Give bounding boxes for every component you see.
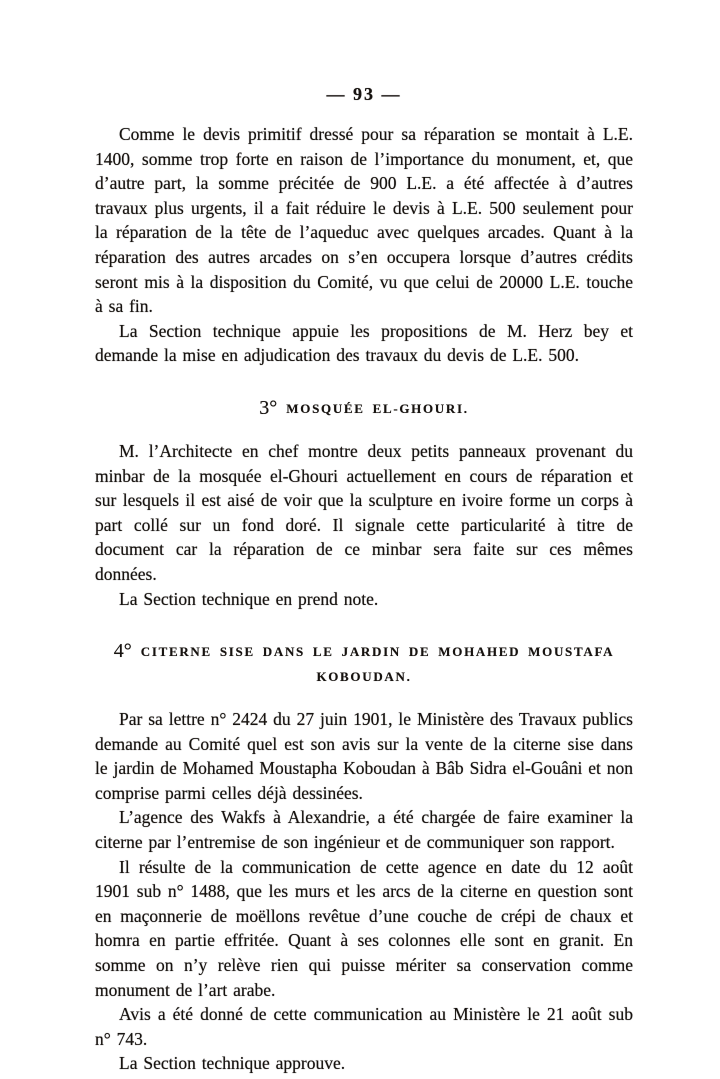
paragraph-architecte-panneaux: M. l’Architecte en chef montre deux petits panneaux provenant du minbar de la mosquée el-Ghouri actuellement en cours de réparation et sur lesquels il est aisé de voir que la sculpture en ivoire forme un corps à part collé sur un fond doré. Il signale cette particularité à titre de document car la réparation de ce minbar sera faite sur ces mêmes données. xyxy=(95,440,633,584)
section-heading-mosquee-el-ghouri xyxy=(95,395,633,420)
paragraph-section-technique-note: La Section technique en prend note. xyxy=(119,588,379,609)
section-title: CITERNE SISE DANS LE JARDIN DE MOHAHED MOUSTAFA KOBOUDAN. xyxy=(140,644,615,685)
section-title: MOSQUÉE EL-GHOURI. xyxy=(286,400,469,416)
section-number: 4° xyxy=(113,640,132,663)
section-number: 3° xyxy=(259,396,278,419)
paragraph-section-technique-appuie: La Section technique appuie les propositions de M. Herz bey et demande la mise en adjudication des travaux du devis de L.E. 500. xyxy=(95,320,633,366)
section-heading-citerne-koboudan xyxy=(95,638,633,688)
paragraph-agence-wakfs: L’agence des Wakfs à Alexandrie, a été chargée de faire examiner la citerne par l’entremise de son ingénieur et de communiquer son rapport. xyxy=(95,807,633,853)
page-number: — 93 — xyxy=(326,84,402,104)
paragraph-communication-agence: Il résulte de la communication de cette agence en date du 12 août 1901 sub n° 1488, que les murs et les arcs de la citerne en question sont en maçonnerie de moëllons revêtue d’une couche de crépi de chaux et homra en partie effritée. Quant à ses colonnes elle sont en granit. En somme on n’y relève rien qui puisse mériter sa conservation comme monument de l’art arabe. xyxy=(95,856,633,1000)
text-block xyxy=(95,84,633,1076)
paragraph-section-technique-approuve: La Section technique approuve. xyxy=(119,1053,346,1074)
paragraph-devis-reparation: Comme le devis primitif dressé pour sa réparation se montait à L.E. 1400, somme trop forte en raison de l’importance du monument, et, que d’autre part, la somme précitée de 900 L.E. a été affectée à d’autres travaux plus urgents, il a fait réduire le devis à L.E. 500 seulement pour la réparation de la tête de l’aqueduc avec quelques arcades. Quant à la réparation des autres arcades on s’en occupera lorsque d’autres crédits seront mis à la disposition du Comité, vu que celui de 20000 L.E. touche à sa fin. xyxy=(95,124,633,317)
paragraph-avis-donne: Avis a été donné de cette communication au Ministère le 21 août sub n° 743. xyxy=(95,1004,633,1049)
paragraph-lettre-ministere: Par sa lettre n° 2424 du 27 juin 1901, le Ministère des Travaux publics demande au Comité quel est son avis sur la vente de la citerne sise dans le jardin de Mohamed Moustapha Koboudan à Bâb Sidra el-Gouâni et non comprise parmi celles déjà dessinées. xyxy=(95,709,633,803)
